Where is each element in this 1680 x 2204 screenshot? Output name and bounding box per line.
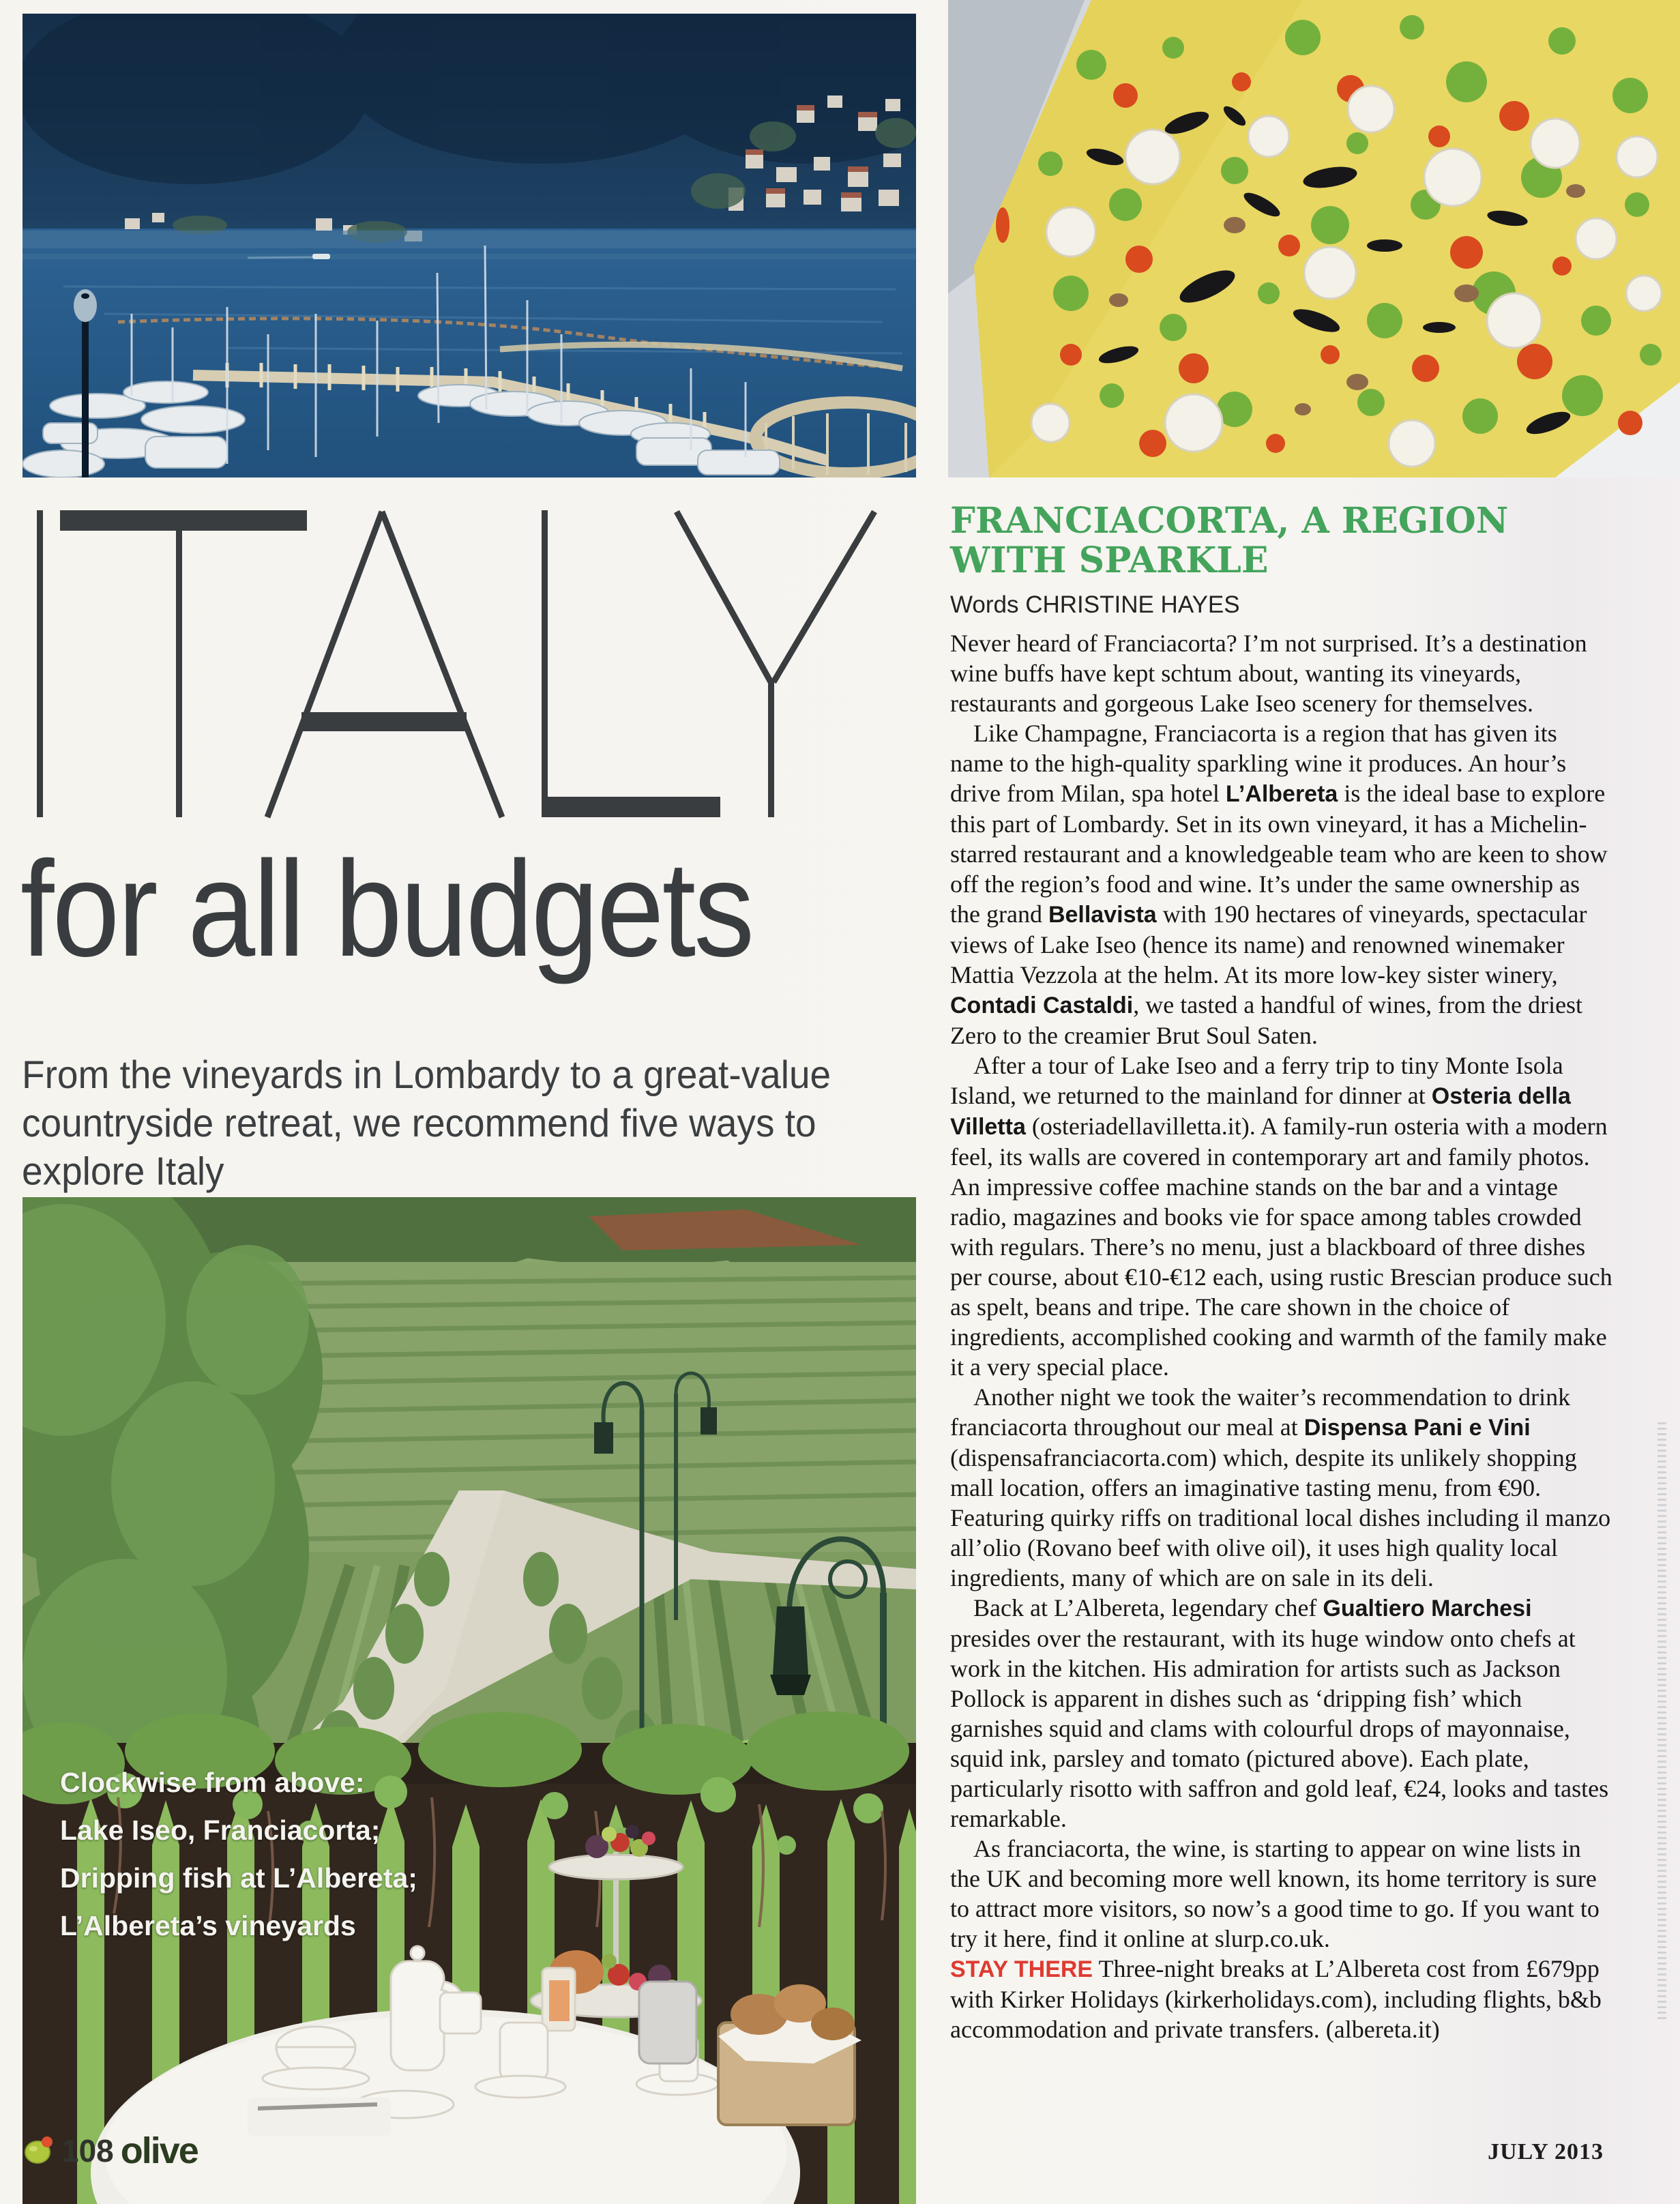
- caption-line: Clockwise from above:: [60, 1767, 365, 1798]
- article-title: [950, 501, 1615, 581]
- caption-line: Dripping fish at L’Albereta;: [60, 1862, 417, 1894]
- article-column: [950, 501, 1615, 2044]
- vertical-photo-credit-strip: [1657, 1422, 1666, 2023]
- article-paragraph: As franciacorta, the wine, is starting to appear on wine lists in the UK and becoming more well known, its home territory is sure to attract more visitors, so now’s a good time to go. If you want to try it here, find it online at slurp.co.uk.: [950, 1835, 1600, 1953]
- article-paragraph: Never heard of Franciacorta? I’m not surprised. It’s a destination wine buffs have kept schtum about, wanting its vineyards, restaurants and gorgeous Lake Iseo scenery for themselves.: [950, 630, 1587, 718]
- headline-subtitle: for all budgets: [20, 832, 753, 985]
- lake-iseo-marina-illustration: [23, 14, 916, 477]
- article-paragraph: After a tour of Lake Iseo and a ferry trip to tiny Monte Isola Island, we returned to the mainland for dinner at Osteria della Villetta (osteriadellavilletta.it). A family-run osteria with a modern feel, its walls are covered in contemporary art and family photos. An impressive coffee machine stands on the bar and a vintage radio, magazines and books vie for space among tables crowded with regulars. There’s no menu, just a blackboard of three dishes per course, about €10-€12 each, using rustic Brescian produce such as spelt, beans and tripe. The care shown in the choice of ingredients, accomplished cooking and warmth of the family make it a very special place.: [950, 1052, 1612, 1381]
- issue-date: JULY 2013: [1488, 2139, 1604, 2164]
- article-byline: Words CHRISTINE HAYES: [950, 591, 1240, 619]
- article-title-line2: WITH SPARKLE: [950, 540, 1269, 582]
- vineyard-terrace-illustration: [23, 1197, 916, 2204]
- article-paragraph: Another night we took the waiter’s recommendation to drink franciacorta throughout our meal at Dispensa Pani e Vini (dispensafranciacorta.com) which, despite its unlikely shopping mall location, offers an imaginative tasting menu, from €90. Featuring quirky riffs on traditional local dishes including il manzo all’olio (Rovano beef with olive oil), it uses high quality local ingredients, many of which are on sale in its deli.: [950, 1383, 1611, 1592]
- article-paragraph: Back at L’Albereta, legendary chef Gualtiero Marchesi presides over the restaurant, with its huge window onto chefs at work in the kitchen. His admiration for artists such as Jackson Pollock is apparent in dishes such as ‘dripping fish’ which garnishes squid and clams with colourful drops of mayonnaise, squid ink, parsley and tomato (pictured above). Each plate, particularly risotto with saffron and gold leaf, €24, looks and tastes remarkable.: [950, 1594, 1609, 1833]
- dripping-fish-photo: [948, 0, 1680, 477]
- caption-line: Lake Iseo, Franciacorta;: [60, 1814, 381, 1846]
- olive-icon: [23, 2135, 55, 2166]
- vineyard-terrace-photo: [23, 1197, 916, 2204]
- footer-left: [23, 2130, 198, 2172]
- article-paragraph: Like Champagne, Franciacorta is a region that has given its name to the high-quality sparkling wine it produces. An hour’s drive from Milan, spa hotel L’Albereta is the ideal base to explore this part of Lombardy. Set in its own vineyard, it has a Michelin-starred restaurant and a knowledgeable team who are keen to show off the region’s food and wine. It’s under the same ownership as the grand Bellavista with 190 hectares of vineyards, spectacular views of Lake Iseo (hence its name) and renowned winemaker Mattia Vezzola at the helm. At its more low-key sister winery, Contadi Castaldi, we tasted a handful of wines, from the driest Zero to the creamier Brut Soul Saten.: [950, 720, 1608, 1050]
- lake-iseo-marina-photo: [23, 14, 916, 477]
- magazine-logo: olive: [120, 2130, 198, 2171]
- intro-standfirst: From the vineyards in Lombardy to a great-value countryside retreat, we recommend five ways to explore Italy: [22, 1053, 831, 1194]
- article-paragraph: STAY THERE Three-night breaks at L’Albereta cost from £679pp with Kirker Holidays (kirkerholidays.com), including flights, b&b accommodation and private transfers. (albereta.it): [950, 1955, 1602, 2044]
- headline-block: [20, 506, 931, 985]
- italy-headline-art: [20, 506, 928, 821]
- article-title-line1: FRANCIACORTA, A REGION: [950, 500, 1509, 542]
- photo-caption: [60, 1759, 417, 1950]
- dripping-fish-illustration: [948, 0, 1680, 477]
- page-number: 108: [61, 2133, 114, 2169]
- article-body: [950, 628, 1615, 2044]
- caption-line: L’Albereta’s vineyards: [60, 1910, 356, 1941]
